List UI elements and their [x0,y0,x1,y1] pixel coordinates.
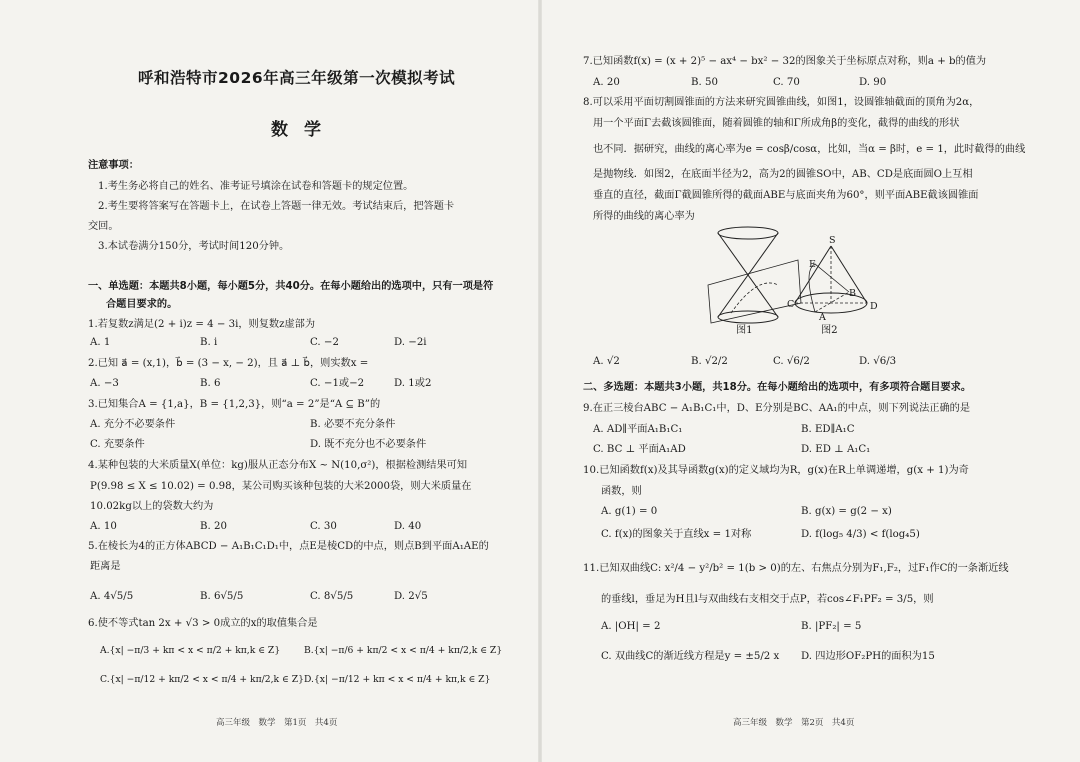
q8-option-d: D. √6/3 [859,356,897,367]
q10-option-a: A. g(1) = 0 [601,506,658,517]
question-11-line: 11.已知双曲线C: x²/4 − y²/b² = 1(b > 0)的左、右焦点分别为F₁,F₂，过F₁作C的一条渐近线 [583,563,1009,574]
question-11-line: 的垂线l，垂足为H且l与双曲线右支相交于点P，若cos∠F₁PF₂ = 3/5，则 [601,594,934,605]
q4-option-c: C. 30 [310,521,337,532]
q4-option-a: A. 10 [90,521,117,532]
q6-option-b: B.{x| −π/6 + kπ/2 < x < π/4 + kπ/2,k ∈ Z} [304,645,503,656]
figure-2-label-b: B [849,288,856,299]
q11-option-a: A. |OH| = 2 [601,621,661,632]
figure-2-caption: 图2 [821,325,838,336]
question-5-line: 距离是 [90,561,121,572]
q5-option-c: C. 8√5/5 [310,591,354,602]
q1-option-c: C. −2 [310,337,339,348]
section-heading-cont: 合题目要求的。 [106,299,178,310]
q3-option-a: A. 充分不必要条件 [90,419,176,430]
figure-2-label-e: E [809,259,816,270]
question-4-line: 10.02kg以上的袋数大约为 [90,501,214,512]
q1-option-a: A. 1 [90,337,111,348]
question-8-line: 是抛物线．如图2，在底面半径为2，高为2的圆锥SO中，AB、CD是底面圆O上互相 [593,169,973,180]
q5-option-b: B. 6√5/5 [200,591,244,602]
q9-option-a: A. AD∥平面A₁B₁C₁ [593,424,683,435]
question-10-line: 函数，则 [601,486,642,497]
q3-option-b: B. 必要不充分条件 [310,419,396,430]
figure-2-label-a: A [819,312,826,323]
q2-option-a: A. −3 [90,378,119,389]
section-heading: 一、单选题：本题共8小题，每小题5分，共40分。在每小题给出的选项中，只有一项是符 [88,281,494,292]
figure-2-label-d: D [870,301,878,312]
question-5-line: 5.在棱长为4的正方体ABCD − A₁B₁C₁D₁中，点E是棱CD的中点，则点B到平面A₁AE的 [88,541,489,552]
q6-option-a: A.{x| −π/3 + kπ < x < π/2 + kπ,k ∈ Z} [100,645,281,656]
question-7-stem: 7.已知函数f(x) = (x + 2)⁵ − ax⁴ − bx² − 32的图象关于坐标原点对称，则a + b的值为 [583,56,987,67]
figure-2-label-s: S [829,235,836,246]
q8-option-c: C. √6/2 [773,356,810,367]
notice-line: 3.本试卷满分150分，考试时间120分钟。 [98,241,290,252]
q11-option-d: D. 四边形OF₂PH的面积为15 [801,651,935,662]
left-page [88,0,513,762]
question-3-stem: 3.已知集合A = {1,a}，B = {1,2,3}，则“a = 2”是“A ⊆ B”的 [88,399,381,410]
figure-2-label-c: C [787,299,795,310]
question-8-line: 用一个平面Γ去截该圆锥面，随着圆锥的轴和Γ所成角β的变化，截得的曲线的形状 [593,118,960,129]
notice-line: 2.考生要将答案写在答题卡上，在试卷上答题一律无效。考试结束后，把答题卡 [98,201,455,212]
page-footer: 高三年级 数学 第1页 共4页 [216,718,338,728]
q9-option-c: C. BC ⊥ 平面A₁AD [593,444,686,455]
question-8-line: 也不同．据研究，曲线的离心率为e = cosβ/cosα，比如，当α = β时，e = 1，此时截得的曲线 [593,144,1026,155]
q6-option-c: C.{x| −π/12 + kπ/2 < x < π/4 + kπ/2,k ∈ Z} [100,674,304,685]
notice-line: 交回。 [88,221,119,232]
q11-option-b: B. |PF₂| = 5 [801,621,862,632]
q5-option-d: D. 2√5 [394,591,428,602]
figure-2-cone [783,240,883,320]
q8-option-b: B. √2/2 [691,356,728,367]
q1-option-d: D. −2i [394,337,427,348]
right-page [583,0,1026,762]
q3-option-d: D. 既不充分也不必要条件 [310,439,427,450]
question-4-line: P(9.98 ≤ X ≤ 10.02) = 0.98，某公司购买该种包装的大米2000袋，则大米质量在 [90,481,472,492]
question-8-line: 所得的曲线的离心率为 [593,211,695,222]
figure-1-caption: 图1 [736,325,753,336]
q7-option-b: B. 50 [691,77,718,88]
notice-line: 1.考生务必将自己的姓名、准考证号填涂在试卷和答题卡的规定位置。 [98,181,414,192]
q4-option-d: D. 40 [394,521,422,532]
q2-option-b: B. 6 [200,378,221,389]
q6-option-d: D.{x| −π/12 + kπ < x < π/4 + kπ,k ∈ Z} [304,674,491,685]
q2-option-d: D. 1或2 [394,378,432,389]
section-2-heading: 二、多选题：本题共3小题，共18分。在每小题给出的选项中，有多项符合题目要求。 [583,382,972,393]
q7-option-a: A. 20 [593,77,620,88]
question-6-stem: 6.使不等式tan 2x + √3 > 0成立的x的取值集合是 [88,618,318,629]
q7-option-c: C. 70 [773,77,800,88]
question-8-line: 垂直的直径，截面Γ截圆锥所得的截面ABE与底面夹角为60°，则平面ABE截该圆锥面 [593,190,979,201]
q5-option-a: A. 4√5/5 [90,591,134,602]
question-1-stem: 1.若复数z满足(2 + i)z = 4 − 3i，则复数z虚部为 [88,319,316,330]
q1-option-b: B. i [200,337,218,348]
question-10-line: 10.已知函数f(x)及其导函数g(x)的定义域均为R，g(x)在R上单调递增，g(x + 1)为奇 [583,465,969,476]
notice-heading: 注意事项： [88,160,139,171]
page-fold [538,0,542,762]
q2-option-c: C. −1或−2 [310,378,365,389]
question-4-line: 4.某种包装的大米质量X(单位：kg)服从正态分布X ~ N(10,σ²)，根据检测结果可知 [88,460,468,471]
q9-option-b: B. ED∥A₁C [801,424,855,435]
question-9-stem: 9.在正三棱台ABC − A₁B₁C₁中，D、E分别是BC、AA₁的中点，则下列说法正确的是 [583,403,971,414]
q4-option-b: B. 20 [200,521,227,532]
q8-option-a: A. √2 [593,356,620,367]
q10-option-d: D. f(log₅ 4/3) < f(log₄5) [801,529,920,540]
exam-title: 呼和浩特市2026年高三年级第一次模拟考试 [138,69,456,87]
q10-option-c: C. f(x)的图象关于直线x = 1对称 [601,529,752,540]
subject-title: 数学 [271,120,337,140]
question-2-stem: 2.已知 a⃗ = (x,1)，b⃗ = (3 − x, − 2)，且 a⃗ ⊥ b⃗，则实数x = [88,358,369,369]
page-footer: 高三年级 数学 第2页 共4页 [733,718,855,728]
q11-option-c: C. 双曲线C的渐近线方程是y = ±5/2 x [601,651,780,662]
q7-option-d: D. 90 [859,77,887,88]
q9-option-d: D. ED ⊥ A₁C₁ [801,444,871,455]
question-8-line: 8.可以采用平面切割圆锥面的方法来研究圆锥曲线，如图1，设圆锥轴截面的顶角为2α， [583,97,980,108]
q3-option-c: C. 充要条件 [90,439,145,450]
q10-option-b: B. g(x) = g(2 − x) [801,506,892,517]
